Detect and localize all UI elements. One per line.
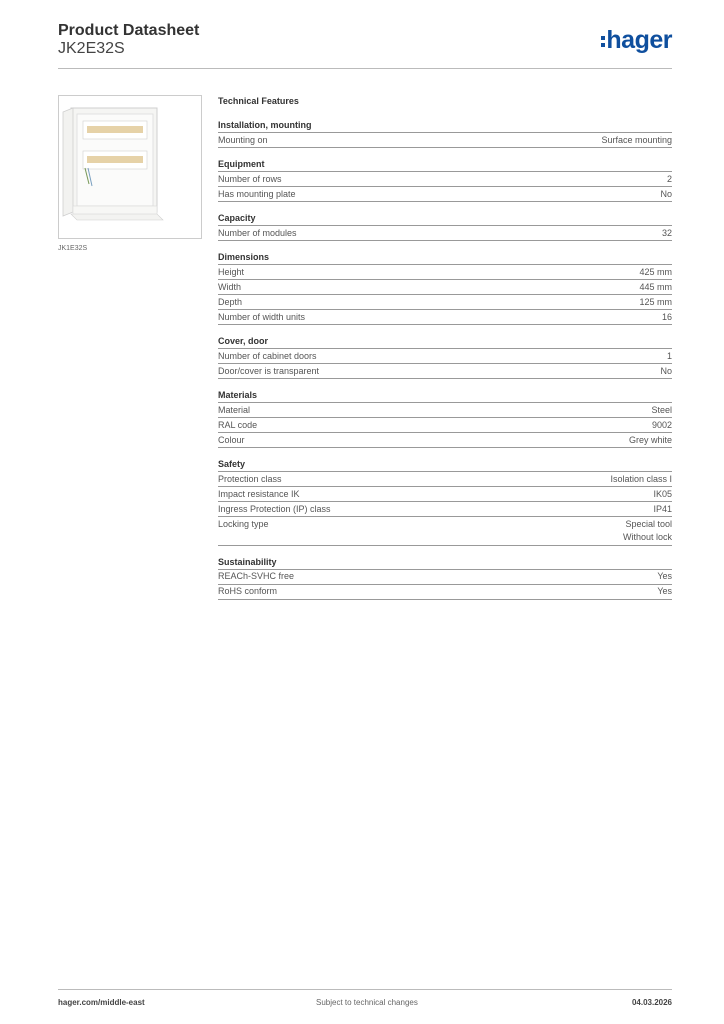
logo-text: hager	[606, 26, 672, 54]
feature-value: 32	[661, 227, 672, 238]
feature-label: Number of modules	[218, 227, 297, 238]
feature-value: Grey white	[628, 434, 672, 445]
section-title: Sustainability	[218, 556, 672, 570]
feature-row	[218, 472, 672, 487]
feature-value: IP41	[653, 503, 672, 514]
feature-label: RAL code	[218, 419, 258, 430]
footer-divider	[58, 989, 672, 990]
feature-value: 2	[666, 173, 672, 184]
feature-label: Impact resistance IK	[218, 488, 300, 499]
footer-date: 04.03.2026	[631, 998, 672, 1007]
hager-logo	[601, 26, 672, 55]
feature-value: 445 mm	[639, 281, 672, 292]
feature-section	[218, 119, 672, 148]
feature-value: 1	[666, 350, 672, 361]
image-caption: JK1E32S	[58, 245, 88, 252]
feature-value: Special tool Without lock	[622, 518, 672, 542]
feature-row	[218, 418, 672, 433]
feature-section	[218, 458, 672, 546]
feature-label: Has mounting plate	[218, 188, 296, 199]
feature-value: Surface mounting	[601, 134, 672, 145]
page-title: Product Datasheet	[58, 22, 200, 39]
feature-label: Number of rows	[218, 173, 282, 184]
feature-value: Isolation class I	[610, 473, 672, 484]
feature-value: No	[660, 365, 672, 376]
feature-row	[218, 295, 672, 310]
feature-row	[218, 226, 672, 241]
feature-value: Steel	[651, 404, 672, 415]
feature-value: IK05	[653, 488, 672, 499]
feature-label: Width	[218, 281, 242, 292]
logo-colon-icon	[601, 33, 605, 50]
feature-label: REACh-SVHC free	[218, 571, 295, 581]
section-title: Equipment	[218, 158, 672, 172]
feature-value: No	[660, 188, 672, 199]
feature-row	[218, 403, 672, 418]
feature-section	[218, 335, 672, 379]
feature-label: Depth	[218, 296, 243, 307]
feature-row	[218, 364, 672, 379]
section-title: Dimensions	[218, 251, 672, 265]
feature-value: 425 mm	[639, 266, 672, 277]
feature-row	[218, 265, 672, 280]
product-code: JK2E32S	[58, 40, 125, 57]
section-title: Safety	[218, 458, 672, 472]
feature-row	[218, 487, 672, 502]
product-image	[58, 95, 202, 239]
section-title: Cover, door	[218, 335, 672, 349]
feature-row	[218, 133, 672, 148]
feature-section	[218, 389, 672, 448]
feature-value: 125 mm	[639, 296, 672, 307]
section-title: Installation, mounting	[218, 119, 672, 133]
feature-value: 16	[661, 311, 672, 322]
feature-section	[218, 158, 672, 202]
section-title: Materials	[218, 389, 672, 403]
feature-row	[218, 517, 672, 546]
feature-label: Mounting on	[218, 134, 268, 145]
feature-row	[218, 172, 672, 187]
footer-website[interactable]: hager.com/middle-east	[58, 998, 145, 1007]
feature-label: Locking type	[218, 518, 269, 529]
header-divider	[58, 68, 672, 69]
feature-value: Yes	[657, 586, 672, 596]
feature-row	[218, 433, 672, 448]
feature-label: Number of width units	[218, 311, 306, 322]
feature-sections	[218, 119, 672, 600]
feature-row	[218, 570, 672, 585]
feature-row	[218, 502, 672, 517]
feature-row	[218, 585, 672, 600]
feature-row	[218, 187, 672, 202]
feature-row	[218, 310, 672, 325]
page-header	[58, 20, 672, 68]
feature-section	[218, 251, 672, 325]
feature-label: Number of cabinet doors	[218, 350, 317, 361]
feature-label: Protection class	[218, 473, 282, 484]
feature-label: RoHS conform	[218, 586, 278, 596]
feature-section	[218, 556, 672, 600]
feature-label: Door/cover is transparent	[218, 365, 320, 376]
feature-row	[218, 280, 672, 295]
distribution-board-illustration	[59, 96, 201, 238]
feature-label: Colour	[218, 434, 245, 445]
feature-section	[218, 212, 672, 241]
feature-label: Height	[218, 266, 245, 277]
feature-value: Yes	[657, 571, 672, 581]
features-title: Technical Features	[218, 96, 299, 106]
footer-notice: Subject to technical changes	[316, 998, 418, 1007]
section-title: Capacity	[218, 212, 672, 226]
feature-label: Material	[218, 404, 251, 415]
feature-value: 9002	[651, 419, 672, 430]
feature-row	[218, 349, 672, 364]
technical-features	[218, 95, 672, 610]
feature-label: Ingress Protection (IP) class	[218, 503, 331, 514]
